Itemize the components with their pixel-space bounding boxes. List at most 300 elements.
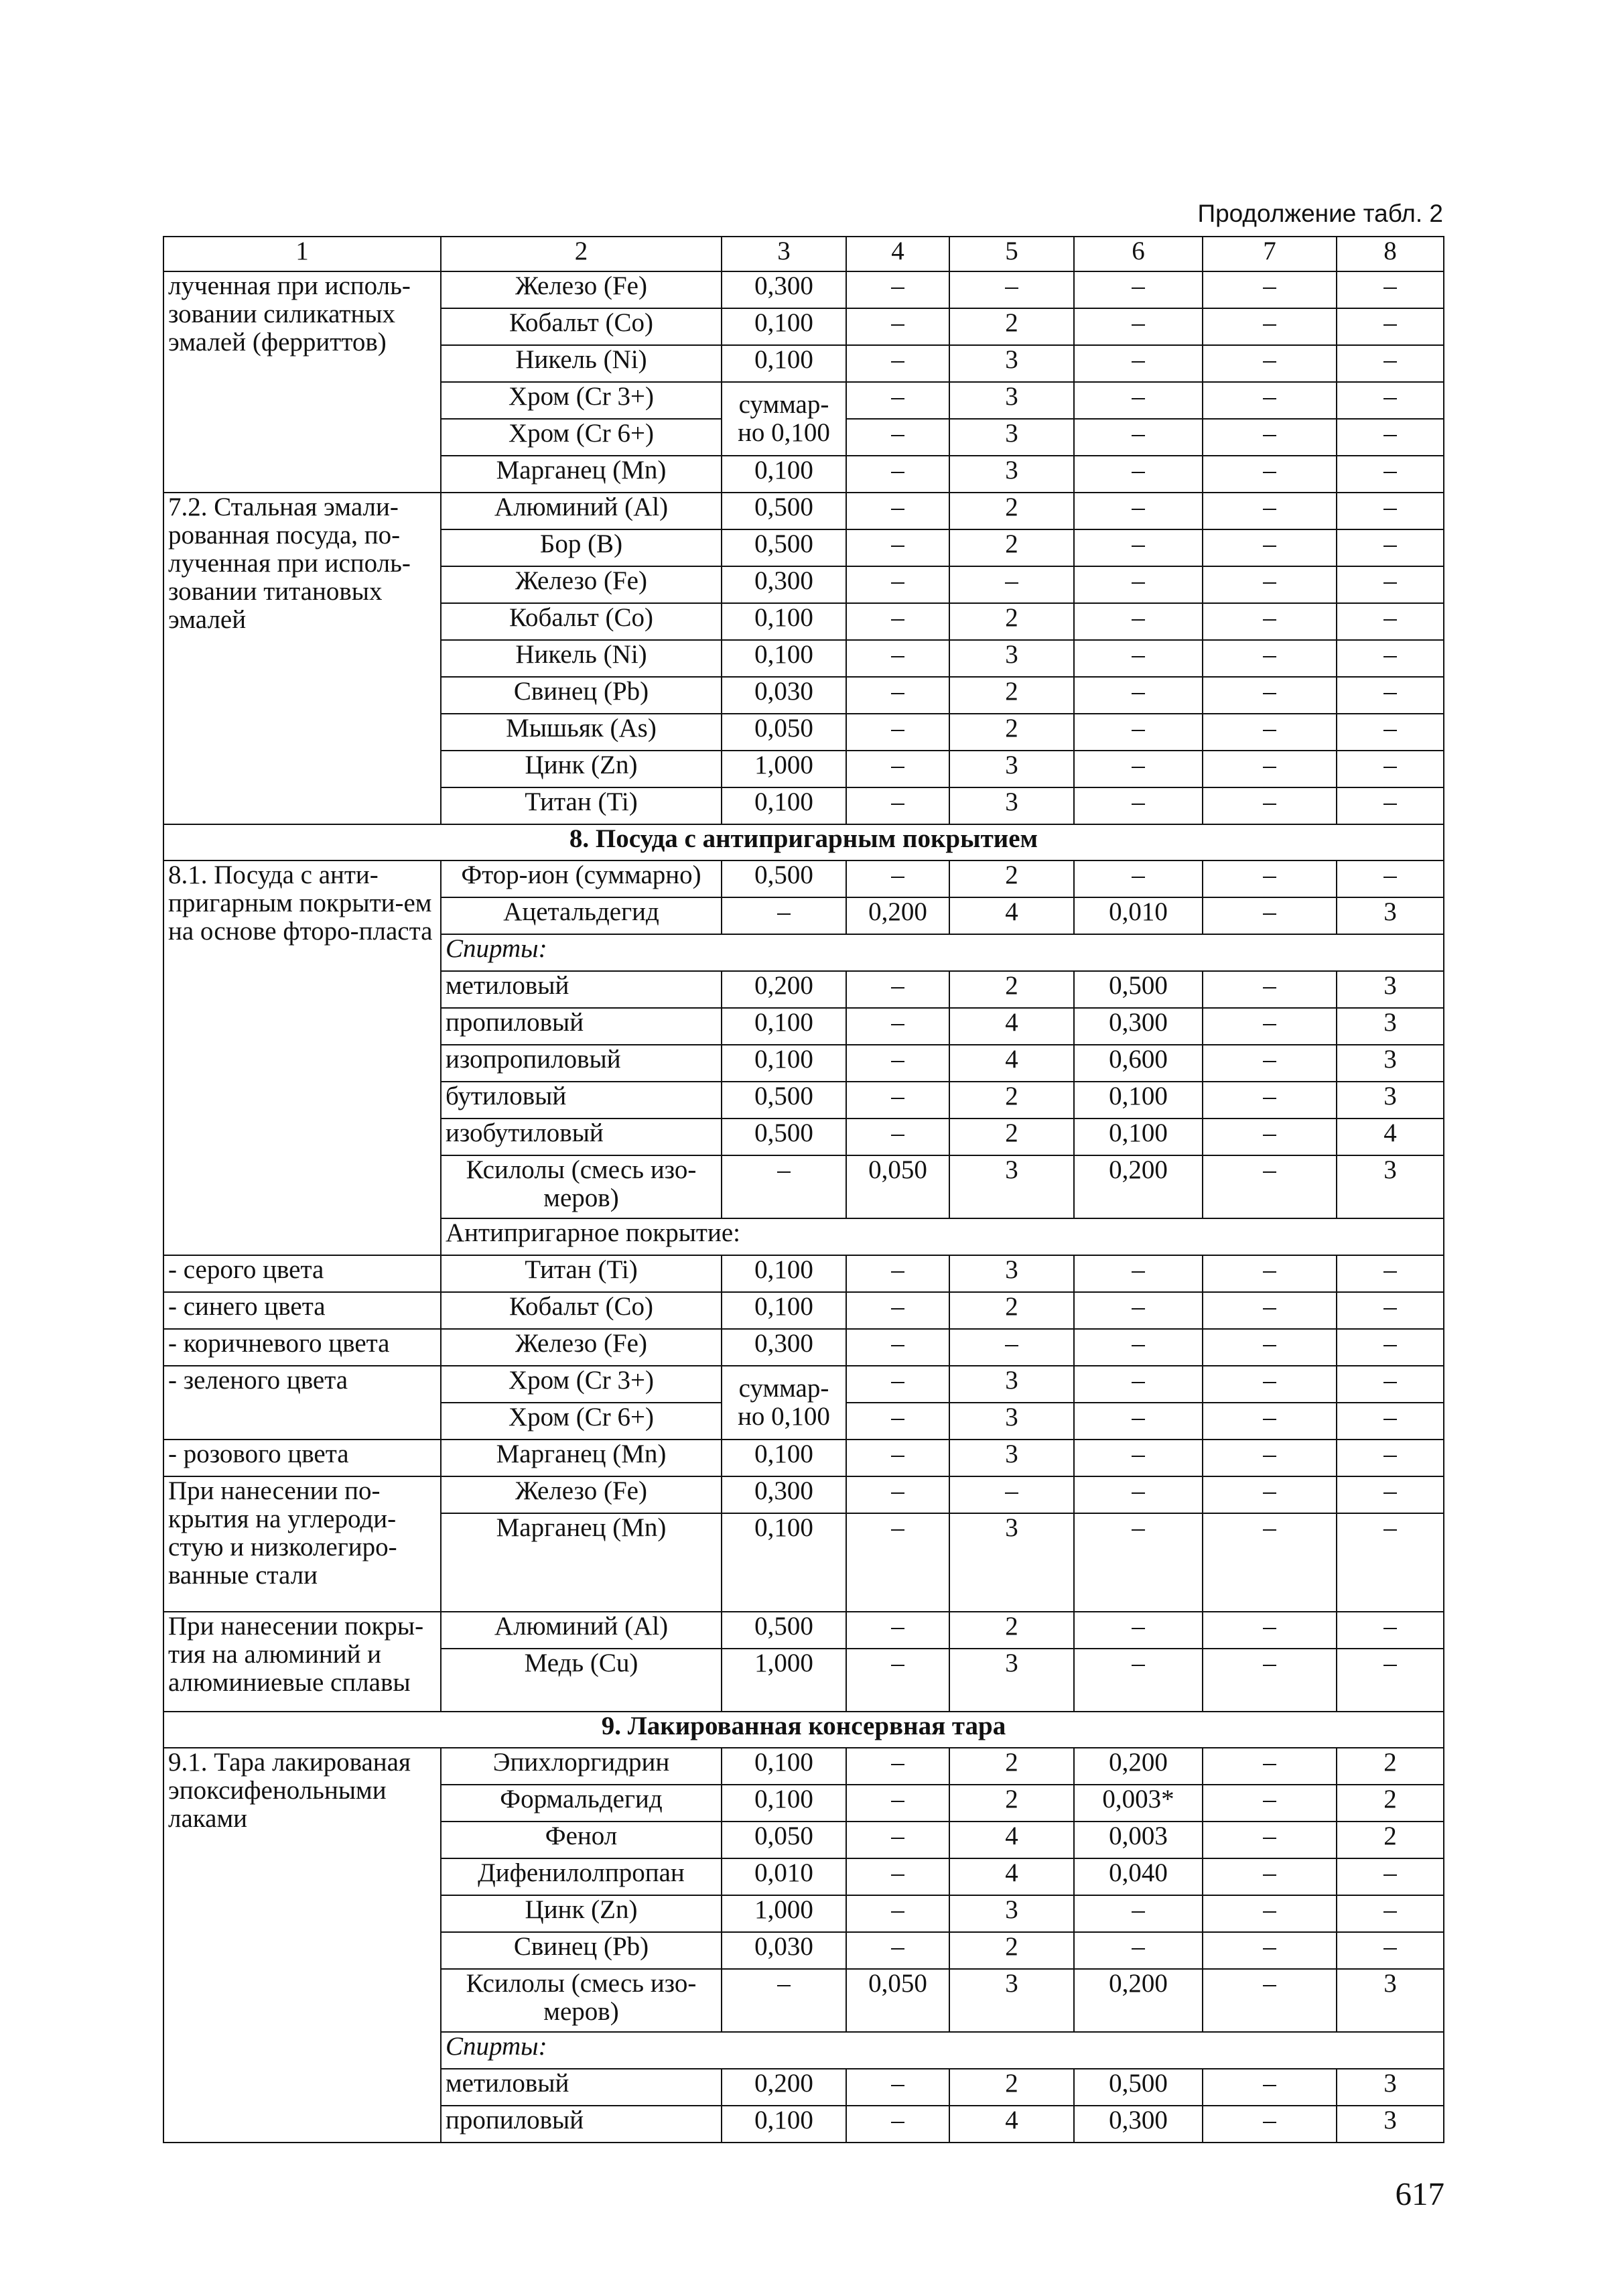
substance-cell: метиловый <box>441 971 722 1008</box>
substance-cell: Формальдегид <box>441 1785 722 1822</box>
value-cell: 1,000 <box>722 751 846 787</box>
item-cell: лученная при исполь-зовании силикатных эмалей (ферриттов) <box>163 271 441 493</box>
value-cell: 0,003* <box>1074 1785 1203 1822</box>
value-cell: 0,500 <box>722 1082 846 1119</box>
value-cell: – <box>1203 1119 1337 1155</box>
item-cell: 9.1. Тара лакированая эпоксифенольными лаками <box>163 1748 441 2143</box>
value-cell: 0,200 <box>722 2069 846 2106</box>
value-cell: – <box>1203 603 1337 640</box>
value-cell: 4 <box>949 1822 1074 1858</box>
table-row <box>163 1476 1444 1513</box>
substance-cell: Фтор-ион (суммарно) <box>441 860 722 897</box>
value-cell: – <box>1203 640 1337 677</box>
value-cell: – <box>1337 345 1444 382</box>
value-cell: – <box>1203 1969 1337 2032</box>
value-cell: – <box>1203 1748 1337 1785</box>
value-cell: – <box>1337 1649 1444 1712</box>
value-cell: – <box>1203 751 1337 787</box>
value-cell: – <box>1337 714 1444 751</box>
substance-cell: Мышьяк (As) <box>441 714 722 751</box>
value-cell: – <box>846 640 949 677</box>
value-cell: 3 <box>949 456 1074 493</box>
value-cell: 3 <box>1337 1082 1444 1119</box>
value-cell: – <box>1074 787 1203 824</box>
value-cell: 0,050 <box>846 1155 949 1218</box>
value-cell: – <box>846 714 949 751</box>
value-cell: 0,100 <box>722 456 846 493</box>
value-cell: – <box>1203 1045 1337 1082</box>
value-cell: 3 <box>949 1649 1074 1712</box>
value-cell: – <box>1337 751 1444 787</box>
value-cell: 0,100 <box>722 1748 846 1785</box>
value-cell: – <box>1337 1895 1444 1932</box>
value-cell: – <box>846 1329 949 1366</box>
value-cell: 4 <box>1337 1119 1444 1155</box>
item-cell: - розового цвета <box>163 1440 441 1476</box>
value-cell: 3 <box>1337 2069 1444 2106</box>
value-cell: 3 <box>949 1255 1074 1292</box>
value-cell: – <box>1074 677 1203 714</box>
value-cell: 0,300 <box>722 1476 846 1513</box>
value-cell: – <box>1074 1292 1203 1329</box>
value-cell: 2 <box>949 1082 1074 1119</box>
item-cell: - зеленого цвета <box>163 1366 441 1440</box>
value-cell: – <box>1074 860 1203 897</box>
value-cell: – <box>1203 1255 1337 1292</box>
value-cell: – <box>846 1649 949 1712</box>
value-cell: 0,100 <box>722 308 846 345</box>
value-cell: – <box>1074 1649 1203 1712</box>
value-cell: – <box>846 1082 949 1119</box>
item-cell: При нанесении по-крытия на углероди-стую и низколегиро-ванные стали <box>163 1476 441 1612</box>
value-cell: – <box>846 419 949 456</box>
substance-cell: Медь (Cu) <box>441 1649 722 1712</box>
value-cell: – <box>846 1255 949 1292</box>
value-cell: 0,003 <box>1074 1822 1203 1858</box>
value-cell: 4 <box>949 2106 1074 2143</box>
value-cell: – <box>1074 1612 1203 1649</box>
substance-cell: бутиловый <box>441 1082 722 1119</box>
value-cell: – <box>1337 787 1444 824</box>
value-cell: – <box>846 566 949 603</box>
value-cell: – <box>1337 1476 1444 1513</box>
value-cell: – <box>1074 345 1203 382</box>
value-cell: – <box>846 1822 949 1858</box>
value-cell: – <box>1337 566 1444 603</box>
substance-cell: Кобальт (Co) <box>441 308 722 345</box>
value-cell: 0,500 <box>722 1612 846 1649</box>
value-cell: 0,200 <box>1074 1748 1203 1785</box>
value-cell: – <box>1203 1155 1337 1218</box>
value-cell: – <box>846 677 949 714</box>
header-row <box>163 237 1444 271</box>
value-cell: – <box>949 1329 1074 1366</box>
value-cell: – <box>846 456 949 493</box>
value-cell: – <box>1203 714 1337 751</box>
value-cell: – <box>846 787 949 824</box>
value-cell: – <box>1337 493 1444 529</box>
value-cell: 2 <box>949 1292 1074 1329</box>
value-cell: 3 <box>1337 1155 1444 1218</box>
value-cell: суммар-но 0,100 <box>722 382 846 456</box>
value-cell: – <box>1337 1513 1444 1612</box>
substance-cell: Эпихлоргидрин <box>441 1748 722 1785</box>
value-cell: – <box>846 603 949 640</box>
value-cell: – <box>1203 1008 1337 1045</box>
value-cell: – <box>1074 1366 1203 1403</box>
substance-cell: Железо (Fe) <box>441 1329 722 1366</box>
value-cell: – <box>846 1513 949 1612</box>
value-cell: 2 <box>949 308 1074 345</box>
value-cell: 2 <box>949 971 1074 1008</box>
value-cell: – <box>846 1440 949 1476</box>
value-cell: 2 <box>949 714 1074 751</box>
value-cell: 0,100 <box>722 640 846 677</box>
value-cell: – <box>1074 382 1203 419</box>
value-cell: 2 <box>949 1748 1074 1785</box>
substance-cell: Железо (Fe) <box>441 1476 722 1513</box>
value-cell: – <box>846 271 949 308</box>
substance-cell: Хром (Cr 6+) <box>441 1403 722 1440</box>
value-cell: 2 <box>1337 1748 1444 1785</box>
value-cell: 0,100 <box>722 345 846 382</box>
table-row <box>163 1612 1444 1649</box>
value-cell: – <box>846 1932 949 1969</box>
value-cell: – <box>846 1785 949 1822</box>
value-cell: – <box>1074 751 1203 787</box>
substance-cell: изопропиловый <box>441 1045 722 1082</box>
value-cell: 2 <box>949 603 1074 640</box>
value-cell: – <box>1074 1476 1203 1513</box>
value-cell: 0,100 <box>722 1785 846 1822</box>
value-cell: – <box>1203 1932 1337 1969</box>
column-header: 2 <box>441 237 722 271</box>
value-cell: – <box>846 751 949 787</box>
table-row <box>163 1329 1444 1366</box>
table-caption: Продолжение табл. 2 <box>1197 200 1443 227</box>
value-cell: – <box>846 1292 949 1329</box>
value-cell: 3 <box>949 1440 1074 1476</box>
value-cell: – <box>1337 1858 1444 1895</box>
value-cell: 0,500 <box>722 493 846 529</box>
value-cell: – <box>1203 1858 1337 1895</box>
value-cell: 0,030 <box>722 677 846 714</box>
value-cell: 2 <box>949 1119 1074 1155</box>
value-cell: – <box>1203 1440 1337 1476</box>
value-cell: – <box>1203 2106 1337 2143</box>
value-cell: – <box>846 382 949 419</box>
value-cell: – <box>1203 1476 1337 1513</box>
substance-cell: Никель (Ni) <box>441 640 722 677</box>
value-cell: – <box>1203 345 1337 382</box>
value-cell: – <box>1337 456 1444 493</box>
table-row <box>163 1366 1444 1403</box>
item-cell: При нанесении покры-тия на алюминий и алюминиевые сплавы <box>163 1612 441 1712</box>
value-cell: – <box>1203 860 1337 897</box>
value-cell: – <box>1203 493 1337 529</box>
value-cell: 2 <box>949 1932 1074 1969</box>
value-cell: 0,600 <box>1074 1045 1203 1082</box>
value-cell: – <box>1203 382 1337 419</box>
value-cell: 4 <box>949 1008 1074 1045</box>
value-cell: 0,200 <box>846 897 949 934</box>
value-cell: – <box>1203 566 1337 603</box>
value-cell: – <box>1337 1255 1444 1292</box>
substance-cell: метиловый <box>441 2069 722 2106</box>
value-cell: – <box>1203 1513 1337 1612</box>
column-header: 8 <box>1337 237 1444 271</box>
value-cell: – <box>1203 1785 1337 1822</box>
substance-cell: Никель (Ni) <box>441 345 722 382</box>
value-cell: – <box>1203 1329 1337 1366</box>
item-cell: 8.1. Посуда с анти-пригарным покрыти-ем на основе фторо-пласта <box>163 860 441 1255</box>
column-header: 1 <box>163 237 441 271</box>
value-cell: – <box>1074 493 1203 529</box>
value-cell: 2 <box>949 860 1074 897</box>
value-cell: 4 <box>949 897 1074 934</box>
value-cell: 0,010 <box>1074 897 1203 934</box>
value-cell: – <box>1074 1932 1203 1969</box>
value-cell: – <box>1337 308 1444 345</box>
column-header: 3 <box>722 237 846 271</box>
value-cell: 0,100 <box>722 603 846 640</box>
value-cell: – <box>1074 1255 1203 1292</box>
table-row <box>163 1748 1444 1785</box>
value-cell: 3 <box>949 751 1074 787</box>
value-cell: – <box>1203 1366 1337 1403</box>
substance-cell: Кобальт (Co) <box>441 603 722 640</box>
value-cell: 3 <box>949 1513 1074 1612</box>
substance-cell: пропиловый <box>441 1008 722 1045</box>
value-cell: – <box>1203 787 1337 824</box>
value-cell: – <box>1074 640 1203 677</box>
value-cell: 3 <box>949 345 1074 382</box>
value-cell: – <box>1337 640 1444 677</box>
value-cell: – <box>846 1858 949 1895</box>
value-cell: 3 <box>1337 1045 1444 1082</box>
table-header <box>163 237 1444 271</box>
value-cell: – <box>1203 1403 1337 1440</box>
section-title: 9. Лакированная консервная тара <box>163 1712 1444 1748</box>
value-cell: – <box>1337 1932 1444 1969</box>
value-cell: – <box>1203 971 1337 1008</box>
value-cell: – <box>1337 382 1444 419</box>
value-cell: 0,100 <box>722 1255 846 1292</box>
value-cell: 3 <box>949 1895 1074 1932</box>
value-cell: – <box>846 493 949 529</box>
value-cell: – <box>1074 529 1203 566</box>
value-cell: 2 <box>949 2069 1074 2106</box>
value-cell: – <box>1203 1822 1337 1858</box>
value-cell: – <box>722 897 846 934</box>
value-cell: 0,500 <box>1074 971 1203 1008</box>
value-cell: – <box>1203 271 1337 308</box>
group-title: Антипригарное покрытие: <box>441 1218 1444 1255</box>
value-cell: – <box>1203 456 1337 493</box>
value-cell: – <box>949 1476 1074 1513</box>
value-cell: 0,100 <box>722 1008 846 1045</box>
value-cell: 3 <box>1337 1969 1444 2032</box>
subheading: Спирты: <box>441 2032 1444 2069</box>
value-cell: 0,050 <box>722 1822 846 1858</box>
section-title: 8. Посуда с антипригарным покрытием <box>163 824 1444 860</box>
value-cell: – <box>1074 1329 1203 1366</box>
value-cell: – <box>1203 529 1337 566</box>
page-number: 617 <box>1395 2175 1444 2212</box>
substance-cell: пропиловый <box>441 2106 722 2143</box>
value-cell: 3 <box>949 1366 1074 1403</box>
substance-cell: Кобальт (Co) <box>441 1292 722 1329</box>
data-table <box>163 236 1444 2143</box>
value-cell: – <box>1074 1440 1203 1476</box>
value-cell: – <box>1074 1895 1203 1932</box>
value-cell: 0,100 <box>722 1292 846 1329</box>
value-cell: – <box>1203 1612 1337 1649</box>
value-cell: – <box>846 1895 949 1932</box>
substance-cell: Цинк (Zn) <box>441 1895 722 1932</box>
value-cell: – <box>1337 529 1444 566</box>
value-cell: – <box>1074 456 1203 493</box>
value-cell: 2 <box>949 493 1074 529</box>
substance-cell: Хром (Cr 3+) <box>441 382 722 419</box>
value-cell: 1,000 <box>722 1895 846 1932</box>
value-cell: – <box>846 1045 949 1082</box>
substance-cell: Железо (Fe) <box>441 271 722 308</box>
value-cell: 0,500 <box>1074 2069 1203 2106</box>
value-cell: – <box>846 1476 949 1513</box>
column-header: 4 <box>846 237 949 271</box>
value-cell: 0,040 <box>1074 1858 1203 1895</box>
value-cell: – <box>1337 1440 1444 1476</box>
substance-cell: Цинк (Zn) <box>441 751 722 787</box>
value-cell: – <box>1203 1292 1337 1329</box>
value-cell: 0,300 <box>1074 2106 1203 2143</box>
table-row <box>163 860 1444 897</box>
value-cell: 0,500 <box>722 529 846 566</box>
item-cell: - синего цвета <box>163 1292 441 1329</box>
substance-cell: изобутиловый <box>441 1119 722 1155</box>
value-cell: суммар-но 0,100 <box>722 1366 846 1440</box>
substance-cell: Алюминий (Al) <box>441 493 722 529</box>
substance-cell: Ацетальдегид <box>441 897 722 934</box>
value-cell: – <box>846 308 949 345</box>
value-cell: – <box>846 1748 949 1785</box>
value-cell: 2 <box>949 529 1074 566</box>
value-cell: 0,100 <box>722 1513 846 1612</box>
value-cell: 2 <box>1337 1785 1444 1822</box>
value-cell: – <box>846 1119 949 1155</box>
substance-cell: Ксилолы (смесь изо-меров) <box>441 1969 722 2032</box>
substance-cell: Алюминий (Al) <box>441 1612 722 1649</box>
value-cell: – <box>949 566 1074 603</box>
value-cell: 0,100 <box>722 2106 846 2143</box>
value-cell: 0,200 <box>722 971 846 1008</box>
value-cell: 0,100 <box>722 787 846 824</box>
value-cell: – <box>949 271 1074 308</box>
value-cell: – <box>846 1366 949 1403</box>
substance-cell: Титан (Ti) <box>441 787 722 824</box>
value-cell: – <box>1074 419 1203 456</box>
value-cell: 3 <box>949 419 1074 456</box>
value-cell: – <box>846 1612 949 1649</box>
value-cell: – <box>1074 714 1203 751</box>
value-cell: – <box>1203 1649 1337 1712</box>
column-header: 5 <box>949 237 1074 271</box>
table-row <box>163 493 1444 529</box>
substance-cell: Марганец (Mn) <box>441 456 722 493</box>
value-cell: 0,050 <box>722 714 846 751</box>
value-cell: 3 <box>949 640 1074 677</box>
value-cell: 3 <box>1337 971 1444 1008</box>
value-cell: – <box>722 1155 846 1218</box>
value-cell: – <box>1074 603 1203 640</box>
value-cell: – <box>1074 308 1203 345</box>
value-cell: 0,300 <box>722 566 846 603</box>
value-cell: 3 <box>1337 897 1444 934</box>
column-header: 6 <box>1074 237 1203 271</box>
value-cell: – <box>1203 308 1337 345</box>
value-cell: 0,300 <box>722 1329 846 1366</box>
value-cell: 2 <box>1337 1822 1444 1858</box>
value-cell: 0,100 <box>722 1045 846 1082</box>
value-cell: – <box>846 1008 949 1045</box>
item-cell: - коричневого цвета <box>163 1329 441 1366</box>
value-cell: – <box>846 1403 949 1440</box>
value-cell: 3 <box>949 1403 1074 1440</box>
value-cell: 0,100 <box>722 1440 846 1476</box>
item-cell: 7.2. Стальная эмали-рованная посуда, по-лученная при исполь-зовании титановых эмалей <box>163 493 441 824</box>
table-row <box>163 1292 1444 1329</box>
value-cell: – <box>1337 1612 1444 1649</box>
value-cell: 0,200 <box>1074 1155 1203 1218</box>
substance-cell: Фенол <box>441 1822 722 1858</box>
value-cell: – <box>1074 271 1203 308</box>
substance-cell: Ксилолы (смесь изо-меров) <box>441 1155 722 1218</box>
value-cell: 3 <box>1337 1008 1444 1045</box>
value-cell: – <box>1203 419 1337 456</box>
value-cell: – <box>1337 271 1444 308</box>
value-cell: 0,100 <box>1074 1119 1203 1155</box>
value-cell: – <box>1337 860 1444 897</box>
value-cell: – <box>1203 677 1337 714</box>
value-cell: 0,300 <box>722 271 846 308</box>
value-cell: 3 <box>1337 2106 1444 2143</box>
value-cell: 2 <box>949 1785 1074 1822</box>
value-cell: – <box>1337 1292 1444 1329</box>
section-row <box>163 1712 1444 1748</box>
column-header: 7 <box>1203 237 1337 271</box>
value-cell: – <box>1337 419 1444 456</box>
value-cell: – <box>1203 2069 1337 2106</box>
value-cell: 3 <box>949 1969 1074 2032</box>
value-cell: – <box>722 1969 846 2032</box>
substance-cell: Бор (B) <box>441 529 722 566</box>
table-row <box>163 1440 1444 1476</box>
substance-cell: Железо (Fe) <box>441 566 722 603</box>
value-cell: – <box>1203 1082 1337 1119</box>
value-cell: 0,030 <box>722 1932 846 1969</box>
value-cell: 3 <box>949 382 1074 419</box>
substance-cell: Дифенилолпропан <box>441 1858 722 1895</box>
value-cell: – <box>1337 603 1444 640</box>
value-cell: 3 <box>949 787 1074 824</box>
value-cell: 2 <box>949 677 1074 714</box>
substance-cell: Хром (Cr 3+) <box>441 1366 722 1403</box>
table-body <box>163 271 1444 2143</box>
item-cell: - серого цвета <box>163 1255 441 1292</box>
value-cell: 0,200 <box>1074 1969 1203 2032</box>
value-cell: 4 <box>949 1858 1074 1895</box>
